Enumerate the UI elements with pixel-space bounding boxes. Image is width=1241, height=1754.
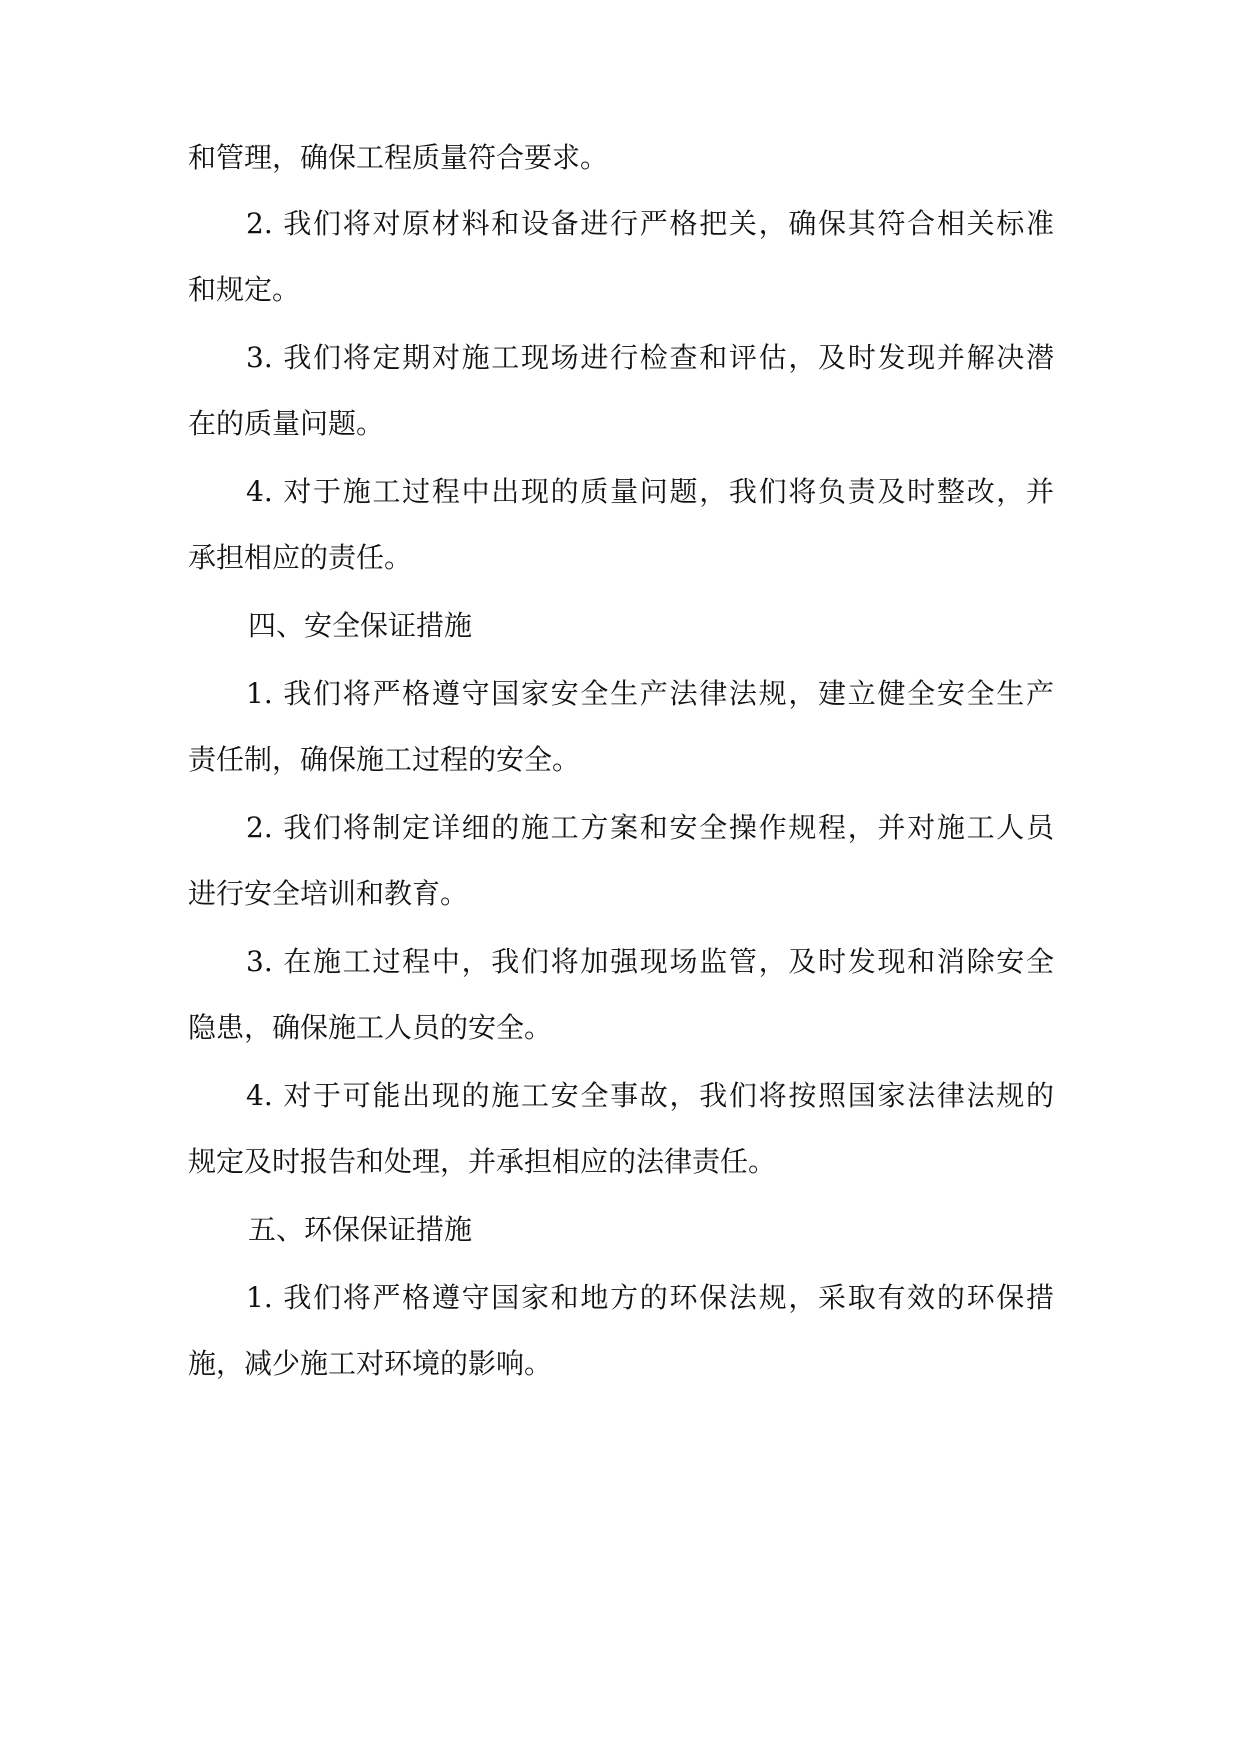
- paragraph-line: 规定及时报告和处理，并承担相应的法律责任。: [188, 1145, 777, 1178]
- paragraph-line: 4. 对于可能出现的施工安全事故，我们将按照国家法律法规的: [246, 1079, 1054, 1112]
- paragraph-line: 3. 我们将定期对施工现场进行检查和评估，及时发现并解决潜: [246, 341, 1054, 374]
- paragraph-line: 4. 对于施工过程中出现的质量问题，我们将负责及时整改，并: [246, 475, 1054, 508]
- paragraph-line: 2. 我们将对原材料和设备进行严格把关，确保其符合相关标准: [246, 207, 1054, 240]
- paragraph-line: 隐患，确保施工人员的安全。: [188, 1011, 553, 1044]
- paragraph-line: 1. 我们将严格遵守国家和地方的环保法规，采取有效的环保措: [246, 1281, 1054, 1314]
- paragraph-line: 2. 我们将制定详细的施工方案和安全操作规程，并对施工人员: [246, 811, 1054, 844]
- paragraph-line: 1. 我们将严格遵守国家安全生产法律法规，建立健全安全生产: [246, 677, 1054, 710]
- paragraph-line: 和规定。: [188, 273, 301, 306]
- paragraph-line: 在的质量问题。: [188, 407, 385, 440]
- paragraph-line: 3. 在施工过程中，我们将加强现场监管，及时发现和消除安全: [246, 945, 1054, 978]
- paragraph-line: 进行安全培训和教育。: [188, 877, 469, 910]
- section-heading: 四、安全保证措施: [248, 609, 473, 642]
- paragraph-line: 施，减少施工对环境的影响。: [188, 1347, 553, 1380]
- section-heading: 五、环保保证措施: [248, 1213, 473, 1246]
- paragraph-line: 责任制，确保施工过程的安全。: [188, 743, 581, 776]
- paragraph-line: 和管理，确保工程质量符合要求。: [188, 141, 609, 174]
- paragraph-line: 承担相应的责任。: [188, 541, 413, 574]
